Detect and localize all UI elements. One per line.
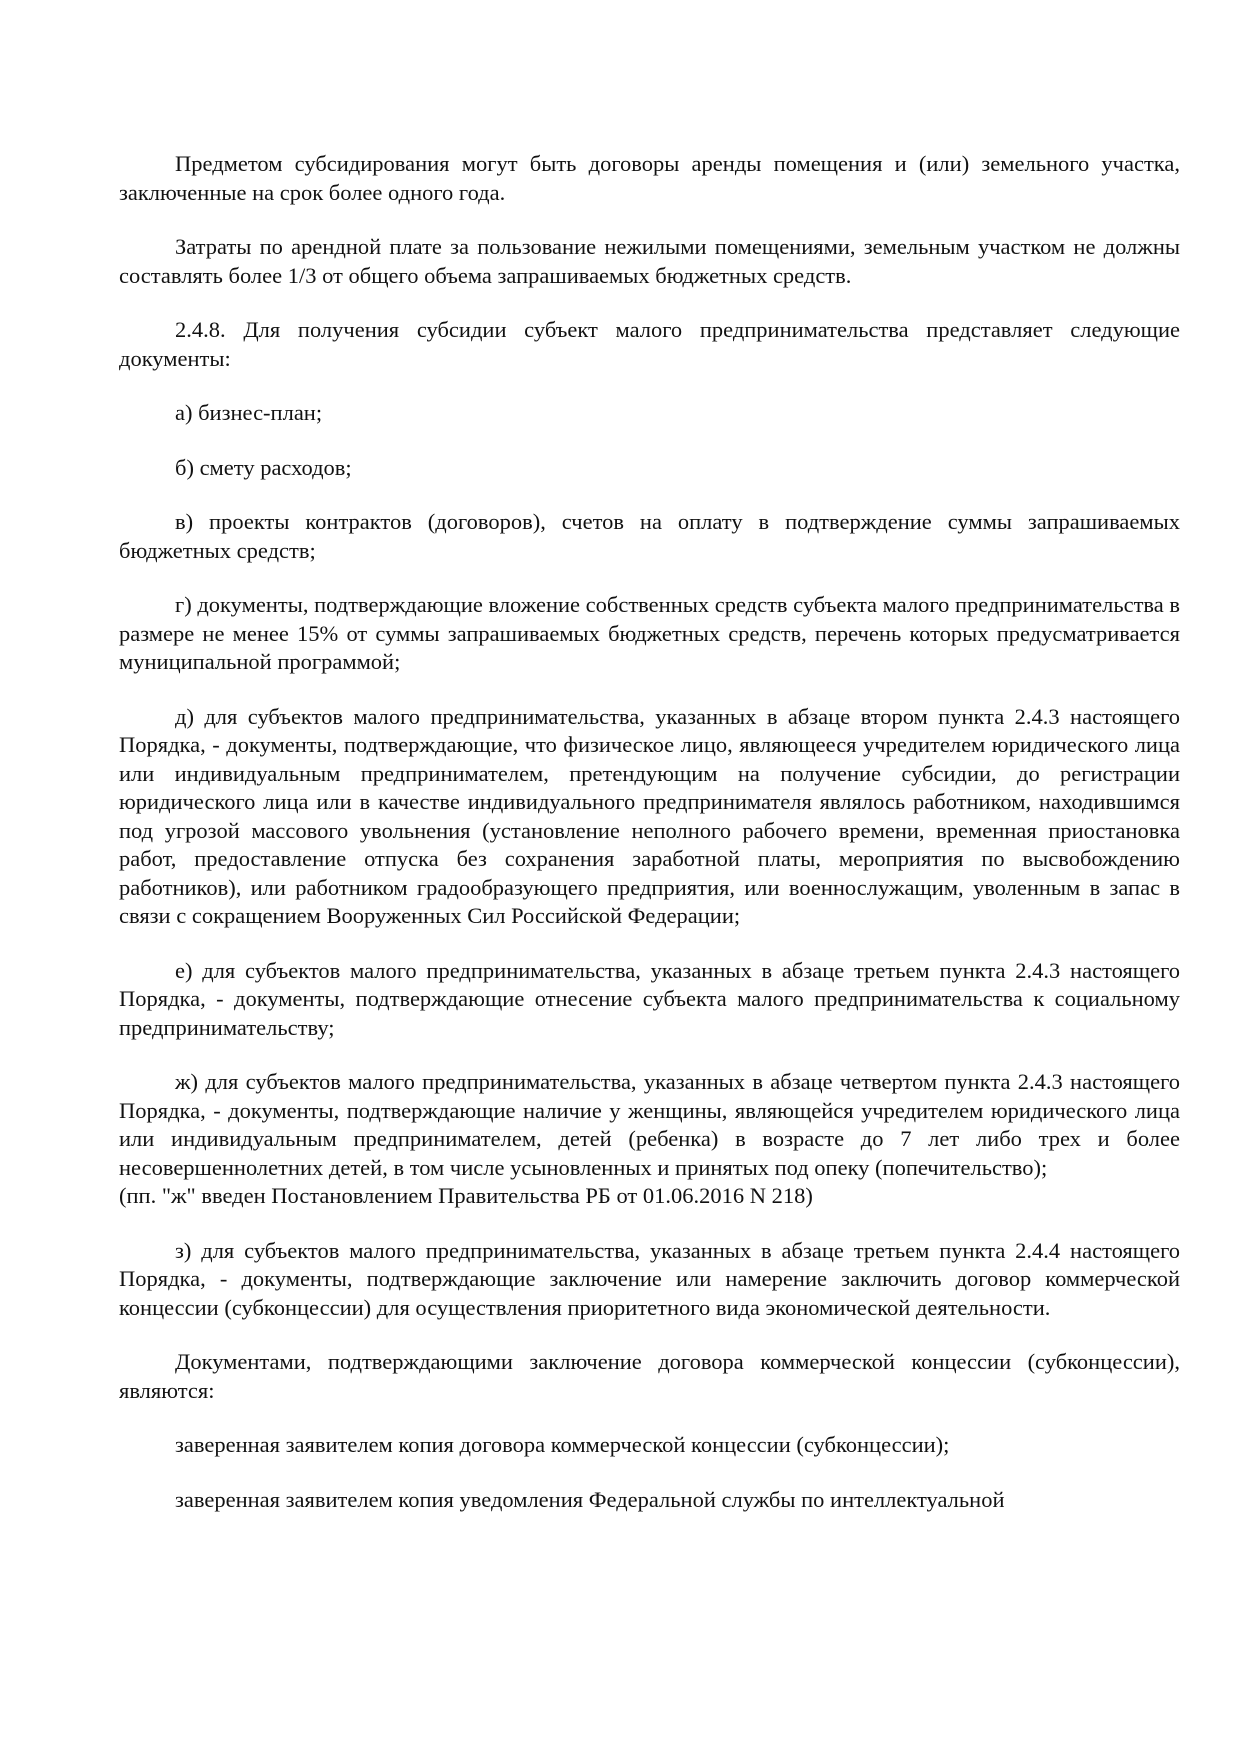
- document-body: [119, 150, 1180, 1514]
- list-item-zh: ж) для субъектов малого предпринимательства, указанных в абзаце четвертом пункта 2.4.3 настоящего Порядка, - документы, подтверждающие наличие у женщины, являющейся учредителем юридического лица или индивидуальным предпринимателем, детей (ребенка) в возрасте до 7 лет либо трех и более несовершеннолетних детей, в том числе усыновленных и принятых под опеку (попечительство);: [119, 1069, 1180, 1180]
- paragraph-certified-contract-copy: заверенная заявителем копия договора коммерческой концессии (субконцессии);: [175, 1432, 950, 1457]
- paragraph-subject-of-subsidy: Предметом субсидирования могут быть договоры аренды помещения и (или) земельного участка, заключенные на срок более одного года.: [119, 151, 1180, 205]
- list-item-a: а) бизнес-план;: [175, 400, 323, 425]
- list-item-g: г) документы, подтверждающие вложение собственных средств субъекта малого предпринимательства в размере не менее 15% от суммы запрашиваемых бюджетных средств, перечень которых предусматривается муниципальной программой;: [119, 592, 1180, 674]
- paragraph-supporting-documents: Документами, подтверждающими заключение договора коммерческой концессии (субконцессии), являются:: [119, 1349, 1180, 1403]
- paragraph-rent-costs: Затраты по арендной плате за пользование нежилыми помещениями, земельным участком не должны составлять более 1/3 от общего объема запрашиваемых бюджетных средств.: [119, 234, 1180, 288]
- paragraph-clause-2-4-8: 2.4.8. Для получения субсидии субъект малого предпринимательства представляет следующие документы:: [119, 317, 1180, 371]
- list-item-v: в) проекты контрактов (договоров), счетов на оплату в подтверждение суммы запрашиваемых бюджетных средств;: [119, 509, 1180, 563]
- list-item-e: е) для субъектов малого предпринимательства, указанных в абзаце третьем пункта 2.4.3 настоящего Порядка, - документы, подтверждающие отнесение субъекта малого предпринимательства к социальному предпринимательству;: [119, 957, 1180, 1040]
- list-item-z: з) для субъектов малого предпринимательства, указанных в абзаце третьем пункта 2.4.4 настоящего Порядка, - документы, подтверждающие заключение или намерение заключить договор коммерческой концессии (субконцессии) для осуществления приоритетного вида экономической деятельности.: [119, 1237, 1180, 1320]
- amendment-note: (пп. "ж" введен Постановлением Правительства РБ от 01.06.2016 N 218): [119, 1183, 813, 1208]
- list-item-d: д) для субъектов малого предпринимательства, указанных в абзаце втором пункта 2.4.3 настоящего Порядка, - документы, подтверждающие, что физическое лицо, являющееся учредителем юридического лица или индивидуальным предпринимателем, претендующим на получение субсидии, до регистрации юридического лица или в качестве индивидуального предпринимателя являлось работником, находившимся под угрозой массового увольнения (установление неполного рабочего времени, временная приостановка работ, предоставление отпуска без сохранения заработной платы, мероприятия по высвобождению работников), или работником градообразующего предприятия, или военнослужащим, уволенным в запас в связи с сокращением Вооруженных Сил Российской Федерации;: [119, 703, 1180, 928]
- paragraph-certified-notice-copy: заверенная заявителем копия уведомления Федеральной службы по интеллектуальной: [175, 1486, 1005, 1512]
- list-item-b: б) смету расходов;: [175, 454, 352, 480]
